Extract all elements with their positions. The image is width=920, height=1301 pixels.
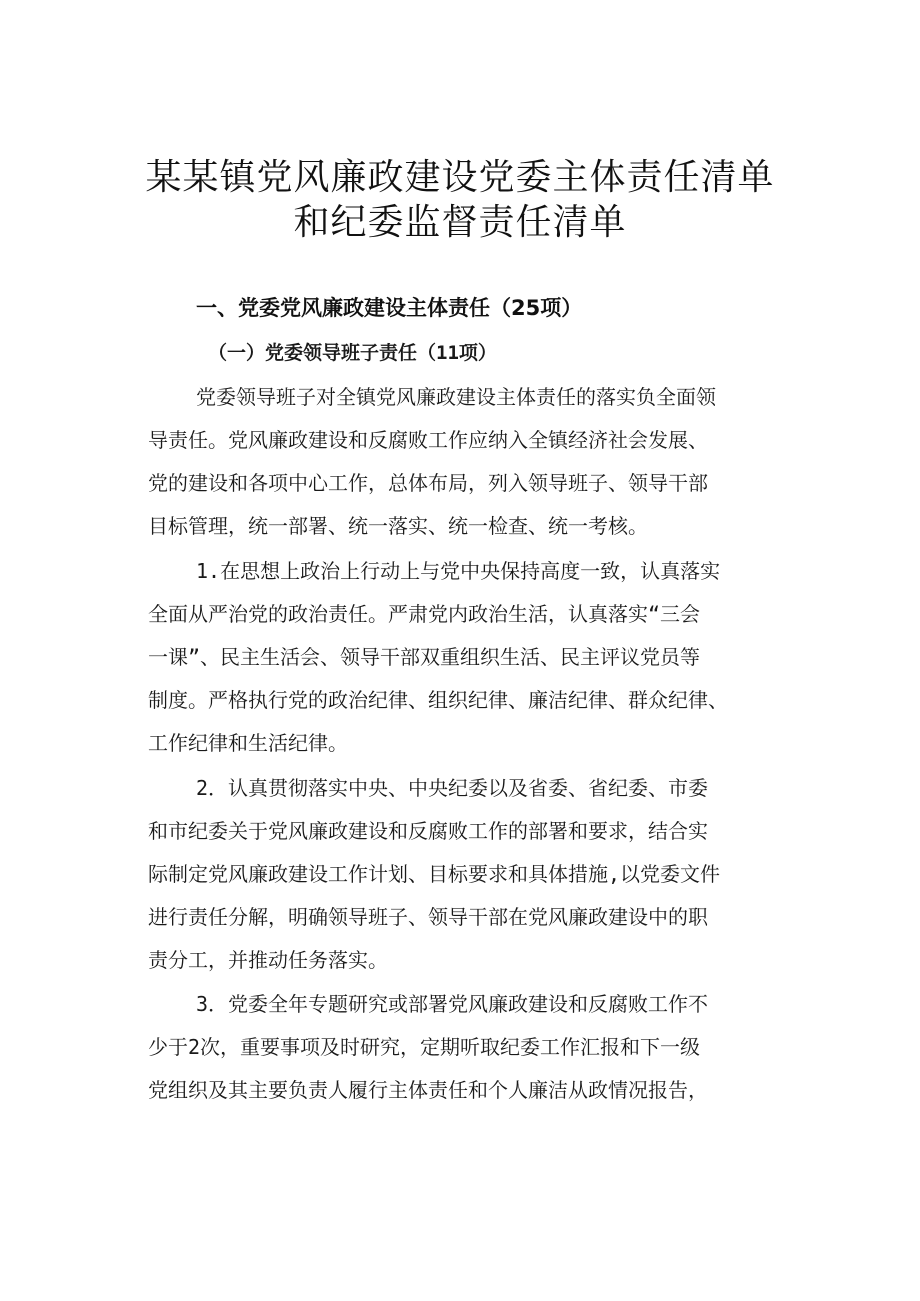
paragraph-line: 1.在思想上政治上行动上与党中央保持高度一致，认真落实 — [196, 559, 721, 583]
paragraph-line: 和市纪委关于党风廉政建设和反腐败工作的部署和要求，结合实 — [148, 819, 708, 843]
paragraph-line: 导责任。党风廉政建设和反腐败工作应纳入全镇经济社会发展、 — [148, 428, 708, 452]
paragraph-line: 进行责任分解，明确领导班子、领导干部在党风廉政建设中的职 — [148, 905, 708, 929]
section-heading-1: 一、党委党风廉政建设主体责任（25项） — [196, 296, 583, 320]
paragraph-line: 责分工，并推动任务落实。 — [148, 948, 388, 972]
paragraph-line: 全面从严治党的政治责任。严肃党内政治生活，认真落实“三会 — [148, 602, 701, 626]
paragraph-line: 一课”、民主生活会、领导干部双重组织生活、民主评议党员等 — [148, 645, 701, 669]
paragraph-line: 少于2次，重要事项及时研究，定期听取纪委工作汇报和下一级 — [148, 1035, 701, 1059]
paragraph-line: 工作纪律和生活纪律。 — [148, 731, 348, 755]
paragraph-line: 际制定党风廉政建设工作计划、目标要求和具体措施,以党委文件 — [148, 862, 721, 886]
paragraph-line: 党委领导班子对全镇党风廉政建设主体责任的落实负全面领 — [196, 385, 716, 409]
paragraph-line: 目标管理，统一部署、统一落实、统一检查、统一考核。 — [148, 514, 648, 538]
document-title-line-2: 和纪委监督责任清单 — [293, 202, 627, 243]
paragraph-line: 党组织及其主要负责人履行主体责任和个人廉洁从政情况报告， — [148, 1078, 708, 1102]
paragraph-line: 3．党委全年专题研究或部署党风廉政建设和反腐败工作不 — [196, 992, 709, 1016]
paragraph-line: 制度。严格执行党的政治纪律、组织纪律、廉洁纪律、群众纪律、 — [148, 688, 728, 712]
document-title-line-1: 某某镇党风廉政建设党委主体责任清单 — [145, 157, 775, 198]
paragraph-line: 党的建设和各项中心工作，总体布局，列入领导班子、领导干部 — [148, 471, 708, 495]
paragraph-line: 2．认真贯彻落实中央、中央纪委以及省委、省纪委、市委 — [196, 776, 709, 800]
subsection-heading-1: （一）党委领导班子责任（11项） — [208, 342, 497, 364]
